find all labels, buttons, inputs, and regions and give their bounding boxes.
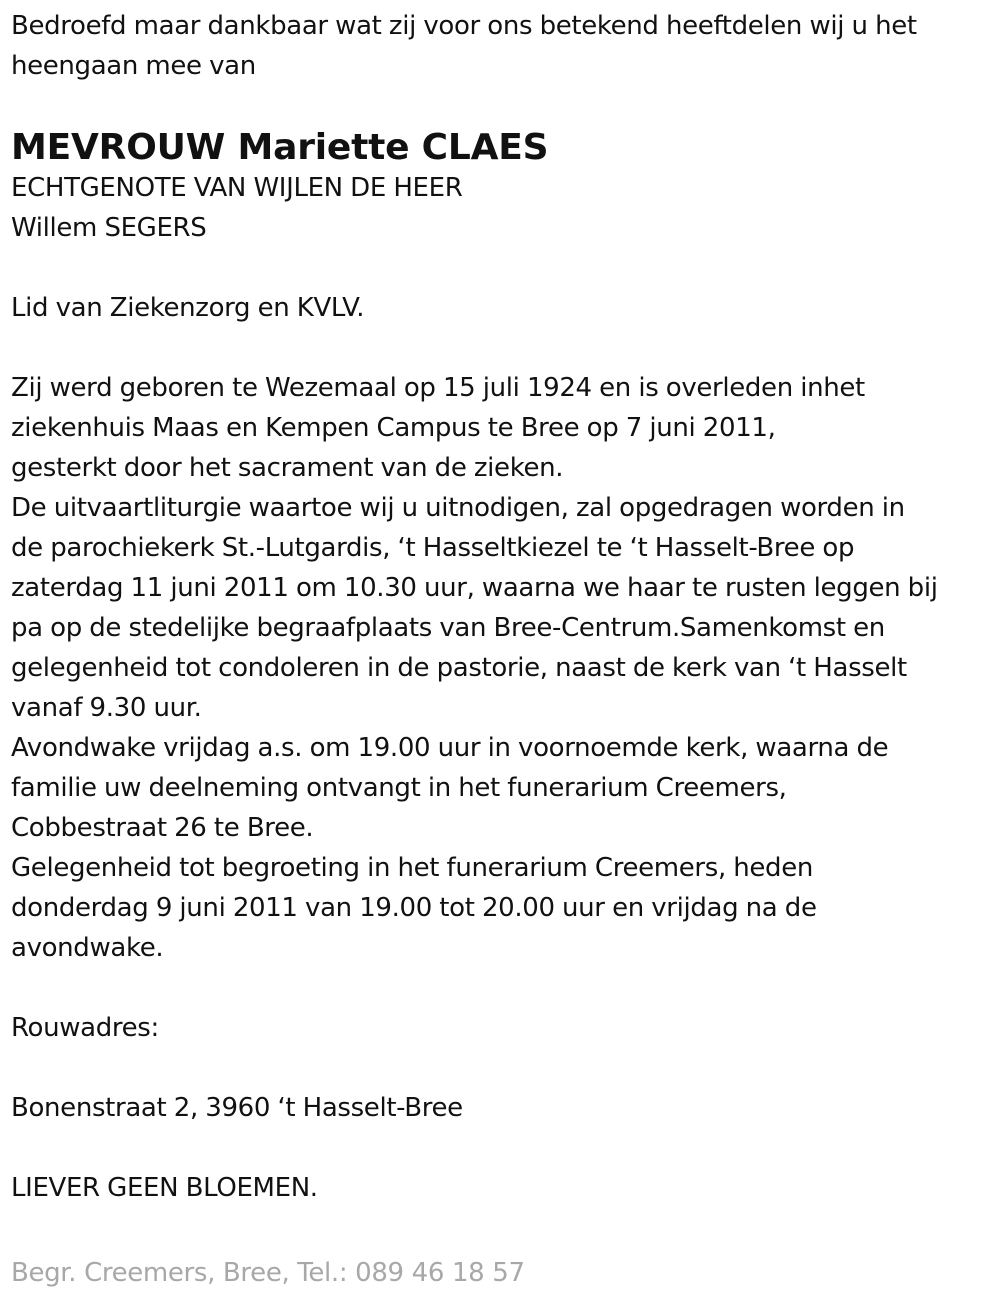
spouse-line: ECHTGENOTE VAN WIJLEN DE HEER xyxy=(11,173,463,203)
spacer xyxy=(11,86,986,106)
spouse-line: Willem SEGERS xyxy=(11,213,207,243)
body-line: Cobbestraat 26 te Bree. xyxy=(11,813,314,843)
deceased-name: MEVROUW Mariette CLAES xyxy=(11,127,549,168)
body-line: de parochiekerk St.-Lutgardis, ‘t Hasseltkiezel te ‘t Hasselt-Bree op xyxy=(11,533,855,563)
body-line: Zij werd geboren te Wezemaal op 15 juli 1924 en is overleden inhet xyxy=(11,373,865,403)
body-line: gelegenheid tot condoleren in de pastorie, naast de kerk van ‘t Hasselt xyxy=(11,653,907,683)
body-line: ziekenhuis Maas en Kempen Campus te Bree op 7 juni 2011, xyxy=(11,413,776,443)
body-line: De uitvaartliturgie waartoe wij u uitnodigen, zal opgedragen worden in xyxy=(11,493,905,523)
body-line: gesterkt door het sacrament van de zieken. xyxy=(11,453,564,483)
body-line: donderdag 9 juni 2011 van 19.00 tot 20.00 uur en vrijdag na de xyxy=(11,893,817,923)
intro-line: Bedroefd maar dankbaar wat zij voor ons betekend heeftdelen wij u het xyxy=(11,11,917,41)
body-line: Avondwake vrijdag a.s. om 19.00 uur in voornoemde kerk, waarna de xyxy=(11,733,889,763)
spacer xyxy=(11,968,986,1008)
spacer xyxy=(11,328,986,368)
funeral-home-footer: Begr. Creemers, Bree, Tel.: 089 46 18 57 xyxy=(11,1258,525,1288)
body-line: avondwake. xyxy=(11,933,164,963)
body-line: pa op de stedelijke begraafplaats van Bree-Centrum.Samenkomst en xyxy=(11,613,885,643)
mourning-address: Bonenstraat 2, 3960 ‘t Hasselt-Bree xyxy=(11,1093,463,1123)
spacer xyxy=(11,248,986,288)
intro-line: heengaan mee van xyxy=(11,51,256,81)
body-line: familie uw deelneming ontvangt in het funerarium Creemers, xyxy=(11,773,787,803)
spacer xyxy=(11,1128,986,1168)
mourning-address-label: Rouwadres: xyxy=(11,1013,159,1043)
spacer xyxy=(11,1048,986,1088)
body-line: Gelegenheid tot begroeting in het funerarium Creemers, heden xyxy=(11,853,813,883)
flowers-note: LIEVER GEEN BLOEMEN. xyxy=(11,1173,318,1203)
obituary-notice xyxy=(11,6,986,1208)
body-line: vanaf 9.30 uur. xyxy=(11,693,202,723)
body-line: zaterdag 11 juni 2011 om 10.30 uur, waarna we haar te rusten leggen bij xyxy=(11,573,938,603)
membership-text: Lid van Ziekenzorg en KVLV. xyxy=(11,293,365,323)
